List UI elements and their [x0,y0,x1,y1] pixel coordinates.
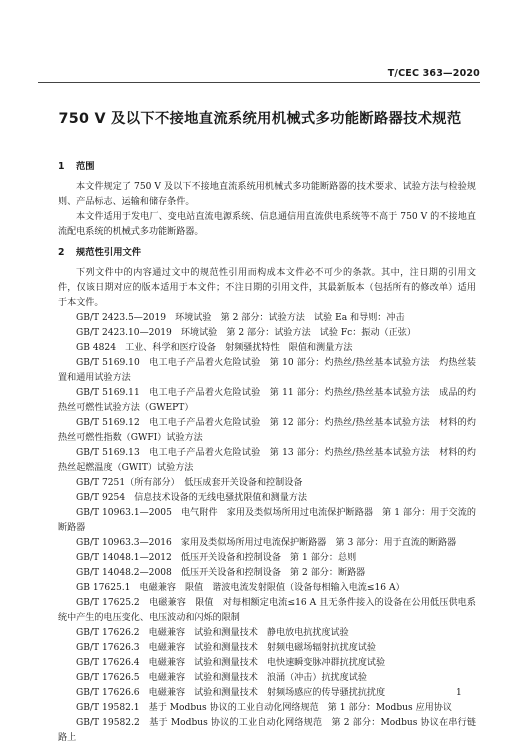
reference-item: GB 17625.1 电磁兼容 限值 谐波电流发射限值（设备每相输入电流≤16 A） [76,583,405,593]
section-scope [58,160,476,240]
reference-item: GB/T 10963.1—2005 电气附件 家用及类似场所用过电流保护断路器 第 1 部分：用于交流的断路器 [58,508,476,533]
reference-item: GB 4824 工业、科学和医疗设备 射频骚扰特性 限值和测量方法 [76,343,353,353]
reference-item: GB/T 17625.2 电磁兼容 限值 对每相额定电流≤16 A 且无条件接入的设备在公用低压供电系统中产生的电压变化、电压波动和闪烁的限制 [58,598,476,623]
reference-item: GB/T 17626.4 电磁兼容 试验和测量技术 电快速瞬变脉冲群抗扰度试验 [76,658,386,668]
section-heading [58,246,476,260]
reference-item: GB/T 2423.10—2019 环境试验 第 2 部分：试验方法 试验 Fc：振动（正弦） [76,328,416,338]
reference-list [58,311,476,746]
section-heading [58,160,476,174]
paragraph: 下列文件中的内容通过文中的规范性引用而构成本文件必不可少的条款。其中，注日期的引用文件，仅该日期对应的版本适用于本文件；不注日期的引用文件，其最新版本（包括所有的修改单）适用于本文件。 [58,268,476,308]
reference-item: GB/T 14048.2—2008 低压开关设备和控制设备 第 2 部分：断路器 [76,568,366,578]
reference-item: GB/T 7251（所有部分） 低压成套开关设备和控制设备 [76,478,303,488]
document-body [58,160,476,746]
standard-code: T/CEC 363—2020 [387,68,480,79]
reference-item: GB/T 5169.11 电工电子产品着火危险试验 第 11 部分：灼热丝/热丝基本试验方法 成品的灼热丝可燃性试验方法（GWEPT） [58,388,476,413]
reference-item: GB/T 5169.10 电工电子产品着火危险试验 第 10 部分：灼热丝/热丝基本试验方法 灼热丝装置和通用试验方法 [58,358,476,383]
header-divider [38,82,480,83]
reference-item: GB/T 17626.5 电磁兼容 试验和测量技术 浪涌（冲击）抗扰度试验 [76,673,367,683]
reference-item: GB/T 5169.12 电工电子产品着火危险试验 第 12 部分：灼热丝/热丝基本试验方法 材料的灼热丝可燃性指数（GWFI）试验方法 [58,418,476,443]
section-normative-references [58,246,476,746]
reference-item: GB/T 17626.2 电磁兼容 试验和测量技术 静电放电抗扰度试验 [76,628,349,638]
paragraph: 本文件适用于发电厂、变电站直流电源系统、信息通信用直流供电系统等不高于 750 V 的不接地直流配电系统的机械式多功能断路器。 [58,212,476,237]
reference-item: GB/T 19582.1 基于 Modbus 协议的工业自动化网络规范 第 1 部分：Modbus 应用协议 [76,703,452,713]
reference-item: GB/T 2423.5—2019 环境试验 第 2 部分：试验方法 试验 Ea 和导则：冲击 [76,313,405,323]
paragraph: 本文件规定了 750 V 及以下不接地直流系统用机械式多功能断路器的技术要求、试验方法与检验规则、产品标志、运输和储存条件。 [58,182,476,207]
section-title: 范围 [76,161,95,172]
page-number: 1 [456,688,462,698]
section-number: 1 [58,161,65,172]
reference-item: GB/T 5169.13 电工电子产品着火危险试验 第 13 部分：灼热丝/热丝基本试验方法 材料的灼热丝起燃温度（GWIT）试验方法 [58,448,476,473]
reference-item: GB/T 19582.2 基于 Modbus 协议的工业自动化网络规范 第 2 部分：Modbus 协议在串行链路上 [58,718,476,743]
reference-item: GB/T 17626.6 电磁兼容 试验和测量技术 射频场感应的传导骚扰抗扰度 [76,688,386,698]
reference-item: GB/T 17626.3 电磁兼容 试验和测量技术 射频电磁场辐射抗扰度试验 [76,643,377,653]
section-title: 规范性引用文件 [76,247,142,258]
document-title: 750 V 及以下不接地直流系统用机械式多功能断路器技术规范 [58,111,462,127]
reference-item: GB/T 14048.1—2012 低压开关设备和控制设备 第 1 部分：总则 [76,553,357,563]
reference-item: GB/T 9254 信息技术设备的无线电骚扰限值和测量方法 [76,493,307,503]
section-number: 2 [58,247,65,258]
reference-item: GB/T 10963.3—2016 家用及类似场所用过电流保护断路器 第 3 部分：用于直流的断路器 [76,538,457,548]
